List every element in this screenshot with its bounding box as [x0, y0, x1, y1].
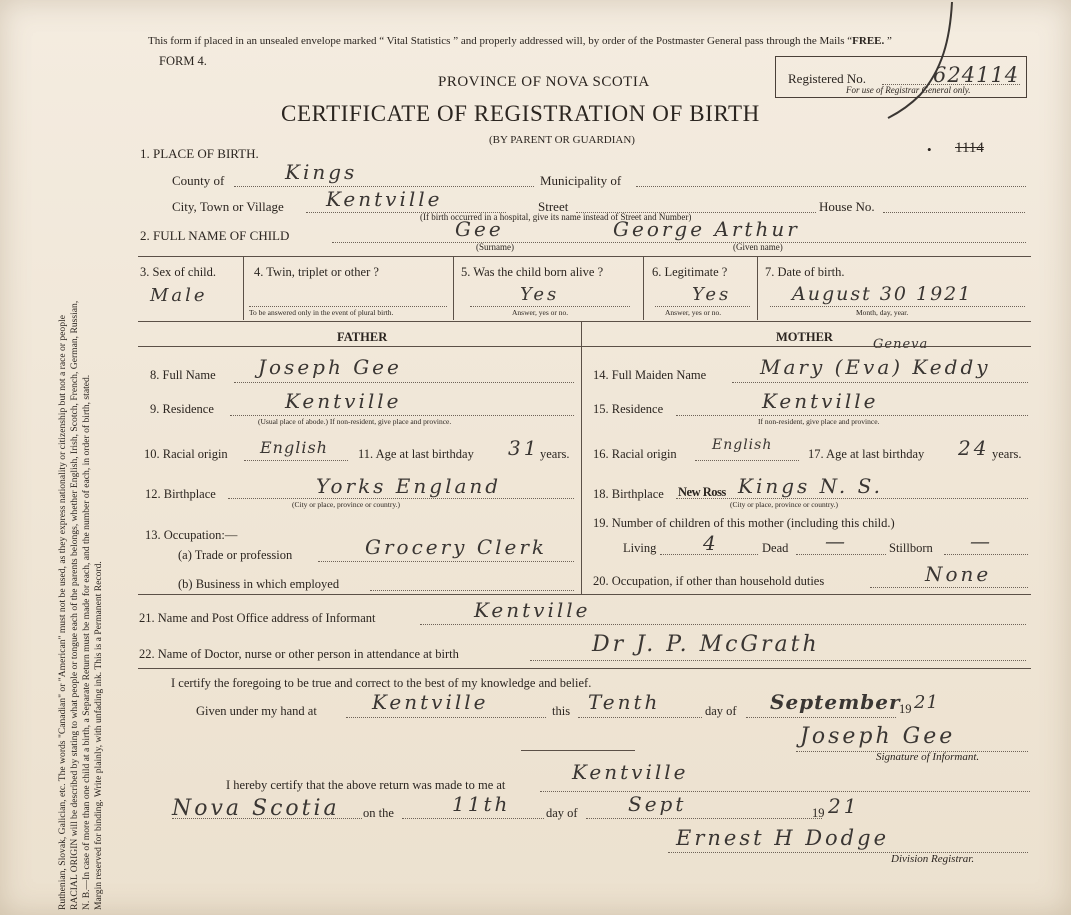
- signature-caption: Signature of Informant.: [876, 751, 980, 763]
- given-place-value: Kentville: [372, 690, 489, 714]
- father-heading: FATHER: [337, 330, 388, 344]
- short-rule: [521, 750, 635, 751]
- living-label: Living: [623, 541, 657, 555]
- doctor-line: [530, 660, 1026, 661]
- registrar-place-value: Kentville: [572, 760, 689, 784]
- county-label: County of: [172, 173, 225, 188]
- stillborn-line: [944, 554, 1028, 555]
- registrar-note: For use of Registrar General only.: [846, 85, 971, 95]
- certificate-subtitle: (BY PARENT OR GUARDIAN): [489, 134, 635, 146]
- doctor-label: 22. Name of Doctor, nurse or other person in attendance at birth: [139, 647, 459, 661]
- mother-birthplace-value: Kings N. S.: [738, 474, 883, 498]
- city-label: City, Town or Village: [172, 199, 284, 214]
- parents-divider: [581, 321, 582, 594]
- father-name-value: Joseph Gee: [258, 355, 402, 379]
- place-of-birth-label: 1. PLACE OF BIRTH.: [140, 146, 259, 161]
- twin-line: [249, 306, 447, 307]
- twin-note: To be answered only in the event of plural birth.: [249, 308, 394, 317]
- child-name-line: [332, 242, 1026, 243]
- informant-value: Kentville: [474, 598, 591, 622]
- col-divider: [453, 256, 454, 320]
- mother-abode-note: If non-resident, give place and province.: [758, 417, 880, 426]
- sex-label: 3. Sex of child.: [140, 265, 217, 279]
- mother-occupation-label: 20. Occupation, if other than household duties: [593, 574, 825, 588]
- child-name-label: 2. FULL NAME OF CHILD: [140, 228, 290, 243]
- registrar-month-value: Sept: [628, 792, 687, 816]
- mother-racial-line: [695, 460, 799, 461]
- living-value: 4: [703, 531, 719, 555]
- registrar-month-line: [586, 818, 822, 819]
- mother-residence-label: 15. Residence: [593, 402, 664, 416]
- row-top-rule: [138, 256, 1031, 257]
- margin-line: RACIAL ORIGIN will be described by stating to what people or tongue each of the parents belongs, whether English, Irish, Scotch, French, German, Russian,: [69, 300, 80, 910]
- informant-label: 21. Name and Post Office address of Informant: [139, 611, 376, 625]
- legitimate-label: 6. Legitimate ?: [652, 265, 728, 279]
- mother-name-value: Mary (Eva) Keddy: [760, 355, 991, 379]
- mother-occupation-value: None: [925, 562, 992, 586]
- month-line: [746, 717, 896, 718]
- father-trade-value: Grocery Clerk: [365, 535, 548, 559]
- father-residence-line: [230, 415, 574, 416]
- margin-line: Margin reserved for binding. Write plainly, with unfading ink. This is a Permanent Record.: [93, 561, 104, 910]
- year-prefix: 19: [899, 702, 912, 716]
- certificate-title: CERTIFICATE OF REGISTRATION OF BIRTH: [281, 101, 760, 126]
- mother-birthplace-stamp: New Ross: [678, 485, 726, 499]
- mother-occupation-line: [870, 587, 1028, 588]
- date-note: Month, day, year.: [856, 308, 909, 317]
- registrar-province-value: Nova Scotia: [172, 796, 340, 821]
- mother-name-insert: Geneva: [873, 337, 929, 352]
- given-label: Given under my hand at: [196, 704, 317, 718]
- registered-number: 624114: [933, 63, 1020, 87]
- registered-label: Registered No.: [788, 71, 866, 86]
- dead-line: [796, 554, 886, 555]
- father-age-label: 11. Age at last birthday: [358, 447, 474, 461]
- date-of-birth-label: 7. Date of birth.: [765, 265, 845, 279]
- hospital-note: (If birth occurred in a hospital, give its name instead of Street and Number): [420, 212, 692, 222]
- day-value: Tenth: [588, 690, 661, 714]
- children-label: 19. Number of children of this mother (including this child.): [593, 516, 895, 530]
- mother-years: years.: [992, 447, 1022, 461]
- legitimate-value: Yes: [692, 284, 732, 305]
- alive-note: Answer, yes or no.: [512, 308, 569, 317]
- mother-racial-label: 16. Racial origin: [593, 447, 677, 461]
- postal-free: FREE.: [852, 35, 885, 47]
- informant-line: [420, 624, 1026, 625]
- legitimate-note: Answer, yes or no.: [665, 308, 722, 317]
- mother-residence-line: [676, 415, 1028, 416]
- ink-slash-mark: [880, 0, 970, 130]
- mother-residence-value: Kentville: [762, 389, 879, 413]
- informant-signature: Joseph Gee: [800, 724, 956, 749]
- father-trade-line: [318, 561, 574, 562]
- registrar-year-prefix: 19: [812, 806, 825, 820]
- father-trade-label: (a) Trade or profession: [178, 548, 293, 562]
- day-of-label: day of: [705, 704, 737, 718]
- day-line: [578, 717, 702, 718]
- father-racial-line: [244, 460, 348, 461]
- father-name-line: [234, 382, 574, 383]
- city-value: Kentville: [326, 187, 443, 211]
- struck-dot: •: [927, 142, 932, 157]
- registrar-signature: Ernest H Dodge: [676, 826, 889, 850]
- mother-name-line: [732, 382, 1028, 383]
- mother-heading: MOTHER: [776, 330, 833, 344]
- legitimate-line: [655, 306, 750, 307]
- alive-value: Yes: [520, 284, 560, 305]
- col-divider: [243, 256, 244, 320]
- child-given-name: George Arthur: [613, 217, 800, 241]
- registrar-day-value: 11th: [452, 792, 511, 816]
- date-of-birth-value: August 30 1921: [792, 283, 973, 305]
- twin-label: 4. Twin, triplet or other ?: [254, 265, 379, 279]
- father-residence-label: 9. Residence: [150, 402, 214, 416]
- year-value: 21: [914, 692, 939, 713]
- municipality-label: Municipality of: [540, 173, 622, 188]
- father-racial-label: 10. Racial origin: [144, 447, 228, 461]
- registrar-year-value: 21: [828, 794, 860, 818]
- postal-notice-end: ”: [884, 35, 892, 47]
- postal-notice: [148, 35, 892, 47]
- section-rule: [138, 321, 1031, 322]
- father-birthplace-label: 12. Birthplace: [145, 487, 216, 501]
- stillborn-label: Stillborn: [889, 541, 933, 555]
- struck-number: 1114: [955, 140, 984, 156]
- father-age-value: 31: [508, 436, 540, 460]
- margin-line: N. B.—In case of more than one child at a birth, a Separate Return must be made for each, and the number of each, in order of birth, stated.: [81, 374, 92, 910]
- this-label: this: [552, 704, 571, 718]
- postal-notice-text: This form if placed in an unsealed envelope marked “ Vital Statistics ” and properly addressed will, by order of the Postmaster General pass through the Mails “: [148, 35, 853, 47]
- street-label: Street: [538, 199, 569, 214]
- given-name-caption: (Given name): [733, 242, 783, 252]
- father-racial-value: English: [260, 438, 328, 457]
- registrar-statement: I hereby certify that the above return was made to me at: [226, 778, 506, 792]
- dead-value: —: [825, 529, 848, 553]
- father-business-label: (b) Business in which employed: [178, 577, 340, 591]
- registrar-day-of-label: day of: [546, 806, 578, 820]
- registrar-day-line: [402, 818, 544, 819]
- surname-caption: (Surname): [476, 242, 514, 252]
- registrar-caption: Division Registrar.: [891, 853, 975, 865]
- father-years: years.: [540, 447, 570, 461]
- father-occupation-label: 13. Occupation:—: [145, 528, 238, 542]
- col-divider: [643, 256, 644, 320]
- mother-racial-value: English: [712, 437, 773, 453]
- section-rule: [138, 668, 1031, 669]
- section-rule: [138, 594, 1031, 595]
- doctor-value: Dr J. P. McGrath: [592, 632, 820, 657]
- county-value: Kings: [285, 160, 358, 184]
- dead-label: Dead: [762, 541, 789, 555]
- col-divider: [757, 256, 758, 320]
- sex-value: Male: [150, 285, 208, 306]
- alive-line: [470, 306, 630, 307]
- municipality-line: [636, 186, 1026, 187]
- certify-statement: I certify the foregoing to be true and correct to the best of my knowledge and belief.: [171, 676, 592, 690]
- date-line: [770, 306, 1025, 307]
- father-birthplace-value: Yorks England: [316, 474, 502, 498]
- mother-birthplace-label: 18. Birthplace: [593, 487, 664, 501]
- father-business-line: [370, 590, 574, 591]
- month-value: September: [770, 690, 901, 714]
- province-heading: PROVINCE OF NOVA SCOTIA: [438, 74, 650, 90]
- father-name-label: 8. Full Name: [150, 368, 216, 382]
- mother-age-label: 17. Age at last birthday: [808, 447, 925, 461]
- stillborn-value: —: [970, 529, 993, 553]
- father-birthplace-line: [228, 498, 574, 499]
- mother-birthplace-line: [676, 498, 1028, 499]
- mother-name-label: 14. Full Maiden Name: [593, 368, 707, 382]
- margin-line: Ruthenian, Slovak, Galician, etc. The words "Canadian" or "American" must not be used, as they express nationality or citizenship but not a race or people: [57, 315, 68, 910]
- house-line: [883, 212, 1025, 213]
- on-the-label: on the: [363, 806, 394, 820]
- alive-label: 5. Was the child born alive ?: [461, 265, 604, 279]
- mother-birthplace-note: (City or place, province or country.): [730, 500, 839, 509]
- form-number: FORM 4.: [159, 54, 207, 68]
- registrar-place-line: [540, 791, 1030, 792]
- given-place-line: [346, 717, 546, 718]
- child-surname: Gee: [455, 217, 504, 241]
- mother-age-value: 24: [958, 436, 990, 460]
- father-abode-note: (Usual place of abode.) If non-resident, give place and province.: [258, 417, 452, 426]
- father-residence-value: Kentville: [285, 389, 402, 413]
- house-label: House No.: [819, 199, 875, 214]
- father-birthplace-note: (City or place, province or country.): [292, 500, 401, 509]
- province-line: [172, 818, 362, 819]
